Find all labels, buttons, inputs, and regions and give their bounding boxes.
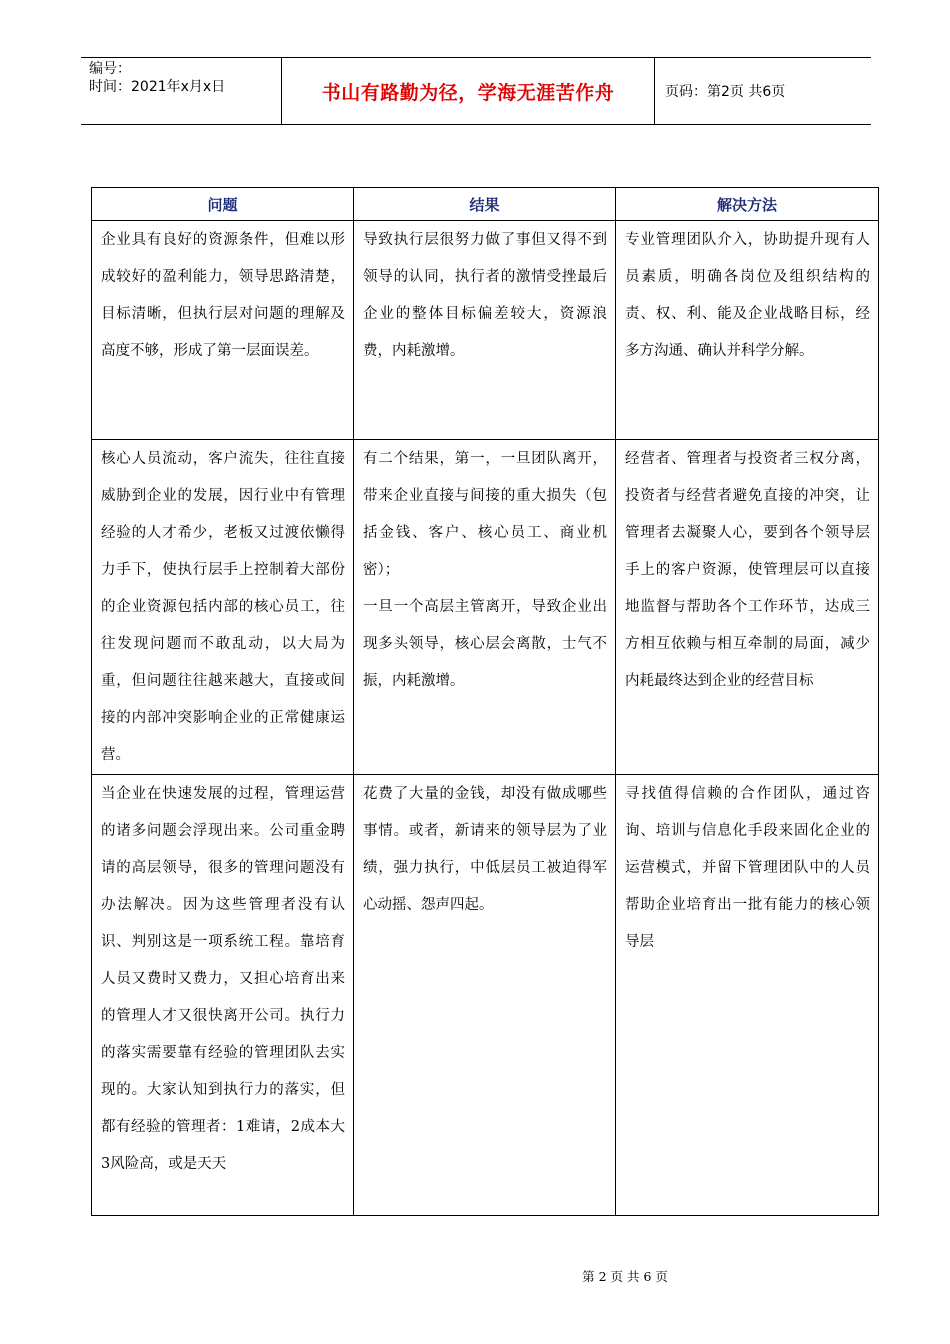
column-header-result: 结果	[354, 188, 616, 221]
cell-solution: 专业管理团队介入，协助提升现有人员素质，明确各岗位及组织结构的责、权、利、能及企业战略目标，经多方沟通、确认并科学分解。	[616, 221, 879, 440]
column-header-problem: 问题	[92, 188, 354, 221]
column-header-solution: 解决方法	[616, 188, 879, 221]
cell-solution: 经营者、管理者与投资者三权分离，投资者与经营者避免直接的冲突，让管理者去凝聚人心，要到各个领导层手上的客户资源，使管理层可以直接地监督与帮助各个工作环节，达成三方相互依赖与相互牵制的局面，减少内耗最终达到企业的经营目标	[616, 440, 879, 775]
header-meta	[81, 58, 281, 124]
page-header	[81, 57, 871, 125]
header-page-info: 页码：第2页 共6页	[665, 84, 786, 100]
cell-problem: 核心人员流动，客户流失，往往直接威胁到企业的发展，因行业中有管理经验的人才希少，老板又过渡依懒得力手下，使执行层手上控制着大部份的企业资源包括内部的核心员工，往往发现问题而不敢乱动，以大局为重，但问题往往越来越大，直接或间接的内部冲突影响企业的正常健康运营。	[92, 440, 354, 775]
table-header-row	[92, 188, 879, 221]
cell-result: 导致执行层很努力做了事但又得不到领导的认同，执行者的激情受挫最后企业的整体目标偏差较大，资源浪费，内耗激增。	[354, 221, 616, 440]
table-row	[92, 440, 879, 775]
cell-solution: 寻找值得信赖的合作团队，通过咨询、培训与信息化手段来固化企业的运营模式，并留下管理团队中的人员帮助企业培育出一批有能力的核心领导层	[616, 775, 879, 1216]
page-footer: 第 2 页 共 6 页	[582, 1269, 668, 1284]
cell-problem: 企业具有良好的资源条件，但难以形成较好的盈利能力，领导思路清楚，目标清晰，但执行层对问题的理解及高度不够，形成了第一层面误差。	[92, 221, 354, 440]
cell-result: 有二个结果，第一，一旦团队离开，带来企业直接与间接的重大损失（包括金钱、客户、核心员工、商业机密）； 一旦一个高层主管离开，导致企业出现多头领导，核心层会离散，士气不振，内耗激增。	[354, 440, 616, 775]
table-row	[92, 775, 879, 1216]
cell-result: 花费了大量的金钱，却没有做成哪些事情。或者，新请来的领导层为了业绩，强力执行，中低层员工被迫得军心动摇、怨声四起。	[354, 775, 616, 1216]
document-time-label: 时间：2021年x月x日	[89, 79, 226, 95]
table-row	[92, 221, 879, 440]
analysis-table	[91, 187, 879, 1216]
cell-problem: 当企业在快速发展的过程，管理运营的诸多问题会浮现出来。公司重金聘请的高层领导，很多的管理问题没有办法解决。因为这些管理者没有认识、判别这是一项系统工程。靠培育人员又费时又费力，又担心培育出来的管理人才又很快离开公司。执行力的落实需要靠有经验的管理团队去实现的。大家认知到执行力的落实，但都有经验的管理者：1难请，2成本大3风险高，或是天天	[92, 775, 354, 1216]
document-number-label: 编号：	[89, 61, 131, 77]
header-motto: 书山有路勤为径，学海无涯苦作舟	[281, 58, 655, 124]
